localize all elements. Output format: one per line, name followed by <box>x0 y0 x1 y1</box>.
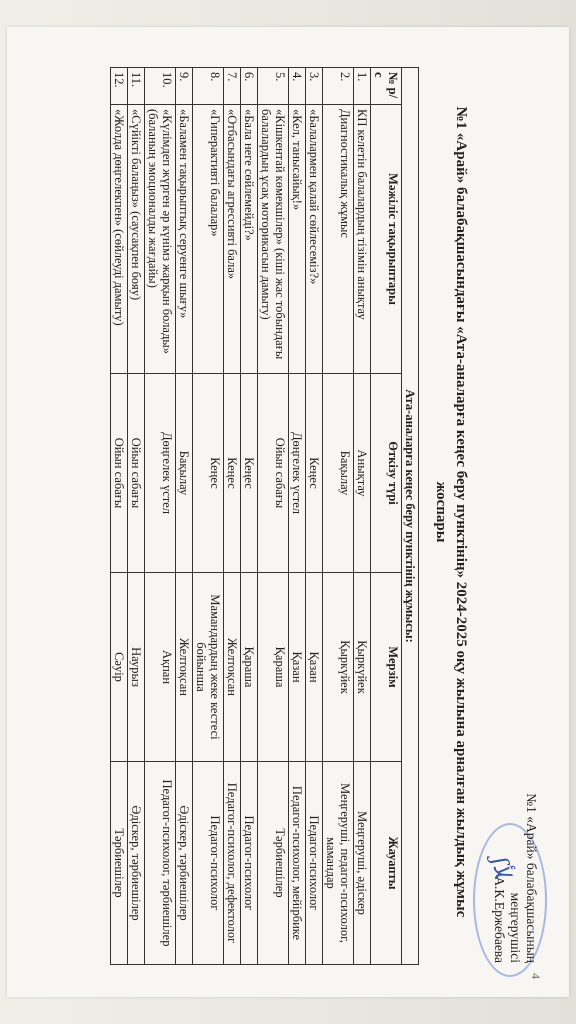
row-month: Қыркүйек <box>323 573 354 762</box>
row-month: Қараша <box>241 573 258 762</box>
document-title: №1 «Арай» балабақшасындағы «Ата-аналарға кеңес беру пунктінің» 2024-2025 оқу жылына арналған жылдық жұмыс жоспары <box>433 106 469 918</box>
table-row <box>306 68 323 965</box>
table-row <box>323 68 354 965</box>
row-topic: «Сүйікті балаңыз» (саусақпен бояу) <box>128 105 145 374</box>
row-form: Кеңес <box>241 374 258 573</box>
table-row <box>145 68 176 965</box>
table-body <box>111 68 371 965</box>
table-caption: Ата-аналарға кеңес беру пунктінің жұмысы: <box>402 68 419 965</box>
approval-line-3: А.К.Ержебаева <box>492 876 507 963</box>
header-topic: Мәжіліс тақырыптары <box>371 105 402 374</box>
row-number: 5. <box>258 68 289 105</box>
page-number: 4 <box>529 973 543 979</box>
row-topic: «Баламен тақырыптық серуенге шығу» <box>176 105 193 374</box>
row-responsible: Педагог-психолог, тәрбиешілер <box>145 762 176 965</box>
row-responsible: Педагог-психолог <box>241 762 258 965</box>
row-topic: КП келетін балалардың тізімін анықтау <box>354 105 371 374</box>
row-form: Анықтау <box>354 374 371 573</box>
row-topic: «Балалармен қалай сөйлесеміз?» <box>306 105 323 374</box>
row-form: Ойын сабағы <box>258 374 289 573</box>
table-row <box>258 68 289 965</box>
row-responsible: Меңгеруші, әдіскер <box>354 762 371 965</box>
row-month: Мамандардың жеке кестесі бойынша <box>193 573 224 762</box>
row-topic: «Бала неге сөйлемейді?» <box>241 105 258 374</box>
row-form: Дөңгелек үстел <box>145 374 176 573</box>
row-number: 10. <box>145 68 176 105</box>
row-month: Сәуір <box>111 573 128 762</box>
table-row <box>193 68 224 965</box>
row-number: 7. <box>224 68 241 105</box>
row-responsible: Әдіскер, тәрбиешілер <box>176 762 193 965</box>
row-topic: «Гиперактивті балалар» <box>193 105 224 374</box>
row-form: Ойын сабағы <box>111 374 128 573</box>
row-month: Желтоқсан <box>224 573 241 762</box>
row-topic: «Отбасындағы агрессивті бала» <box>224 105 241 374</box>
approval-line-1: №1 «Арай» балабақшасының <box>524 793 539 963</box>
row-month: Наурыз <box>128 573 145 762</box>
row-number: 2. <box>323 68 354 105</box>
table-row <box>128 68 145 965</box>
row-topic: «Кел, танысайық!» <box>289 105 306 374</box>
row-number: 9. <box>176 68 193 105</box>
row-responsible: Педагог-психолог, мейірбике <box>289 762 306 965</box>
row-form: Бақылау <box>323 374 354 573</box>
row-form: Кеңес <box>306 374 323 573</box>
row-number: 11. <box>128 68 145 105</box>
row-topic: «Жолда дөңгелекпен» (сөйлеуді дамыту) <box>111 105 128 374</box>
signature: ʃﻸ <box>486 855 515 880</box>
row-form: Бақылау <box>176 374 193 573</box>
row-month: Қазан <box>306 573 323 762</box>
header-responsible: Жауапты <box>371 762 402 965</box>
row-responsible: Тәрбиешілер <box>111 762 128 965</box>
header-form: Өткізу түрі <box>371 374 402 573</box>
header-month: Мерзім <box>371 573 402 762</box>
row-month: Қазан <box>289 573 306 762</box>
table-row <box>111 68 128 965</box>
row-form: Кеңес <box>224 374 241 573</box>
table-row <box>241 68 258 965</box>
plan-table <box>110 67 419 965</box>
row-form: Ойын сабағы <box>128 374 145 573</box>
row-responsible: Педагог-психолог <box>306 762 323 965</box>
approval-line-2: меңгерушісі <box>508 892 523 963</box>
row-responsible: Тәрбиешілер <box>258 762 289 965</box>
row-responsible: Меңгеруші, педагог-психолог, мамандар <box>323 762 354 965</box>
row-form: Кеңес <box>193 374 224 573</box>
row-month: Қыркүйек <box>354 573 371 762</box>
row-number: 12. <box>111 68 128 105</box>
row-topic: «Кішкентай көмекшілер» (кіші жас тобындағы балалардың ұсақ моторикасын дамыту) <box>258 105 289 374</box>
row-number: 1. <box>354 68 371 105</box>
row-number: 3. <box>306 68 323 105</box>
approval-block <box>491 763 539 963</box>
row-number: 6. <box>241 68 258 105</box>
header-num: № р/с <box>371 68 402 105</box>
table-row <box>224 68 241 965</box>
row-month: Қараша <box>258 573 289 762</box>
table-row <box>289 68 306 965</box>
document-page <box>7 27 569 997</box>
table-row <box>176 68 193 965</box>
row-number: 8. <box>193 68 224 105</box>
row-responsible: Әдіскер, тәрбиешілер <box>128 762 145 965</box>
row-topic: «Күлімдеп жүрген әр күнімз жарқын болады» (баланың эмоционалды жағдайы) <box>145 105 176 374</box>
row-number: 4. <box>289 68 306 105</box>
row-month: Желтоқсан <box>176 573 193 762</box>
row-topic: Диагностикалық жұмыс <box>323 105 354 374</box>
row-responsible: Педагог-психолог, дефектолог <box>224 762 241 965</box>
row-form: Дөңгелек үстел <box>289 374 306 573</box>
row-responsible: Педагог-психолог <box>193 762 224 965</box>
table-row <box>354 68 371 965</box>
row-month: Ақпан <box>145 573 176 762</box>
